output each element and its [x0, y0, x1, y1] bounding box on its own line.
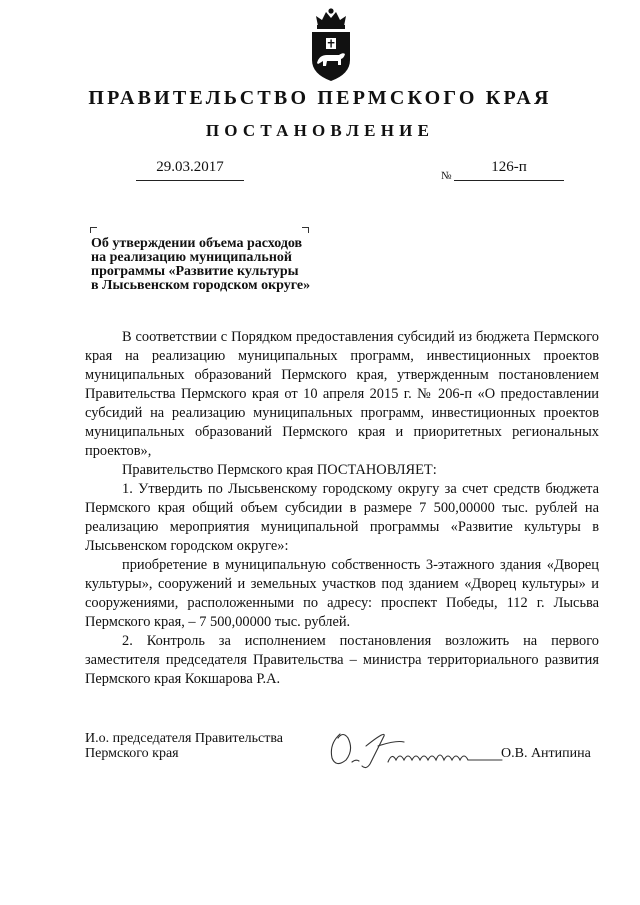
coat-of-arms-icon — [300, 6, 362, 84]
handwritten-signature — [326, 722, 504, 772]
subject-line: на реализацию муниципальной — [91, 250, 292, 265]
signatory-position-line: Пермского края — [85, 746, 179, 761]
number-sign: № — [441, 170, 452, 182]
signatory-position-line: И.о. председателя Правительства — [85, 731, 284, 746]
subject-line: в Лысьвенском городском округе» — [91, 278, 311, 293]
paragraph-acquisition: приобретение в муниципальную собственность 3-этажного здания «Дворец культуры», сооружений и земельных участков под зданием «Дворец культуры» и сооружениями, расположенными по адресу: проспект Победы, 112 г. Лысьва Пермского края, – 7 500,00000 тыс. рублей. — [85, 557, 599, 630]
document-subject — [91, 237, 351, 293]
date-underline — [136, 180, 244, 181]
subject-line: программы «Развитие культуры — [91, 264, 299, 279]
subject-corner-left — [90, 227, 97, 233]
paragraph-resolves: Правительство Пермского края ПОСТАНОВЛЯЕТ: — [122, 462, 437, 478]
paragraph-item-2: 2. Контроль за исполнением постановления возложить на первого заместителя председателя Правительства – министра территориального развития Пермского края Кокшарова Р.А. — [85, 633, 599, 687]
document-date: 29.03.2017 — [156, 159, 224, 175]
document-number: 126-п — [491, 159, 527, 175]
paragraph-item-1: 1. Утвердить по Лысьвенскому городскому округу за счет средств бюджета Пермского края общий объем субсидии в размере 7 500,00000 тыс. рублей на реализацию мероприятия муниципальной программы «Развитие культуры в Лысьвенском городском округе»: — [85, 481, 599, 554]
paragraph-preamble: В соответствии с Порядком предоставления субсидий из бюджета Пермского края на реализацию муниципальных программ, инвестиционных проектов муниципальных образований Пермского края, утвержденным постановлением Правительства Пермского края от 10 апреля 2015 г. № 206-п «О предоставлении субсидий на реализацию муниципальных программ, инвестиционных проектов муниципальных образований Пермского края и приоритетных региональных проектов», — [85, 329, 599, 459]
document-type: ПОСТАНОВЛЕНИЕ — [205, 121, 435, 140]
number-underline — [454, 180, 564, 181]
document-body — [85, 328, 599, 689]
subject-line: Об утверждении объема расходов — [91, 236, 303, 251]
signer-name: О.В. Антипина — [501, 746, 591, 761]
signatory-position — [85, 731, 283, 761]
government-title: ПРАВИТЕЛЬСТВО ПЕРМСКОГО КРАЯ — [88, 87, 552, 109]
subject-corner-right — [302, 227, 309, 233]
